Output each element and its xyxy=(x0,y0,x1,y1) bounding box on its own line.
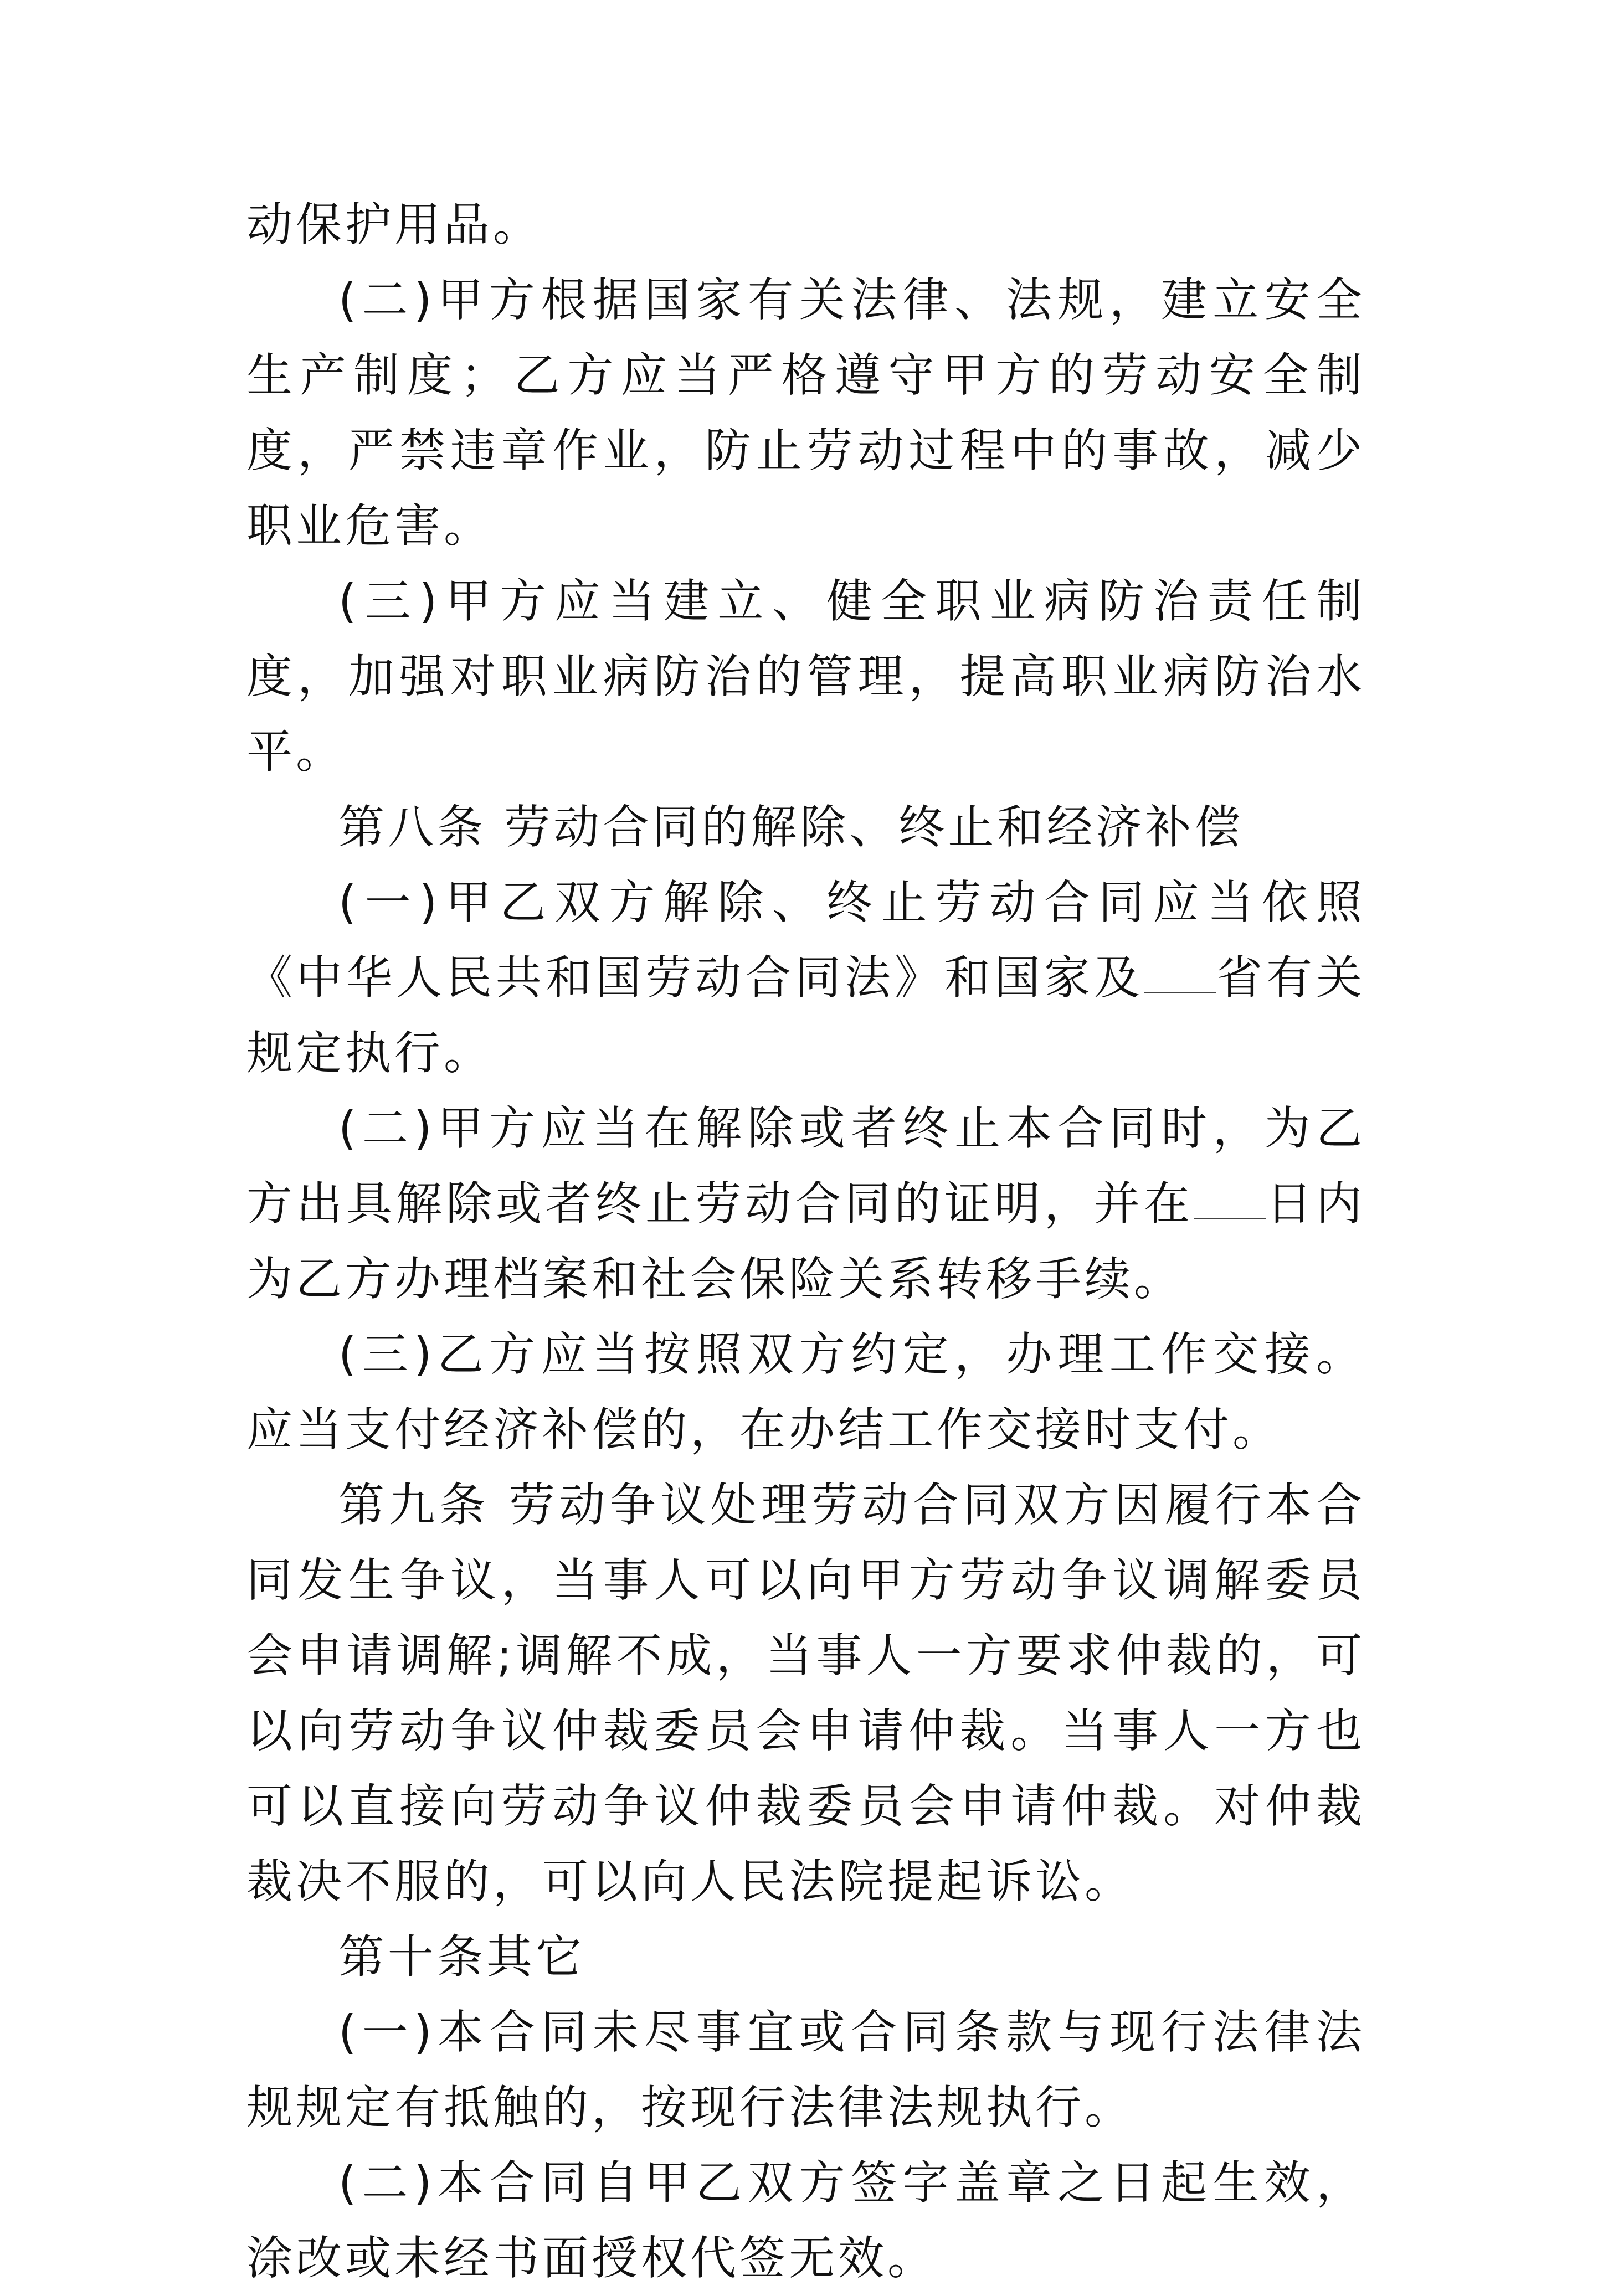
paragraph-text: 省有关规定执行。 xyxy=(246,951,1365,1080)
paragraph-effective-date xyxy=(246,2145,1365,2296)
paragraph-text: (三)乙方应当按照双方约定，办理工作交接。应当支付经济补偿的，在办结工作交接时支付。 xyxy=(246,1327,1365,1456)
article-8-heading xyxy=(246,790,1365,865)
paragraph-protective-supplies xyxy=(246,187,1365,262)
province-blank-field[interactable] xyxy=(1144,953,1216,993)
paragraph-text: (一)本合同未尽事宜或合同条款与现行法律法规规定有抵触的，按现行法律法规执行。 xyxy=(246,2005,1365,2134)
days-blank-field[interactable] xyxy=(1194,1179,1266,1219)
article-10-heading xyxy=(246,1919,1365,1995)
paragraph-text: (二)甲方应当在解除或者终止本合同时，为乙方出具解除或者终止劳动合同的证明，并在 xyxy=(246,1101,1365,1231)
paragraph-occupational-disease xyxy=(246,564,1365,790)
paragraph-work-handover xyxy=(246,1317,1365,1468)
paragraph-termination-law xyxy=(246,865,1365,1091)
paragraph-termination-certificate xyxy=(246,1091,1365,1317)
paragraph-text: (二)甲方根据国家有关法律、法规，建立安全生产制度；乙方应当严格遵守甲方的劳动安全制度，严禁违章作业，防止劳动过程中的事故，减少职业危害。 xyxy=(246,273,1365,553)
article-9-dispute xyxy=(246,1468,1365,1919)
paragraph-text: (三)甲方应当建立、健全职业病防治责任制度，加强对职业病防治的管理，提高职业病防治水平。 xyxy=(246,574,1365,779)
paragraph-safety-system xyxy=(246,262,1365,564)
paragraph-text: (一)甲乙双方解除、终止劳动合同应当依照《中华人民共和国劳动合同法》和国家及 xyxy=(246,876,1365,1005)
article-heading-text: 第八条 劳动合同的解除、终止和经济补偿 xyxy=(338,800,1244,854)
paragraph-text: 动保护用品。 xyxy=(246,198,542,251)
article-heading-text: 第十条其它 xyxy=(338,1930,585,1984)
paragraph-unaddressed-matters xyxy=(246,1995,1365,2145)
paragraph-text: (二)本合同自甲乙双方签字盖章之日起生效，涂改或未经书面授权代签无效。 xyxy=(246,2156,1365,2285)
paragraph-text: 第九条 劳动争议处理劳动合同双方因履行本合同发生争议，当事人可以向甲方劳动争议调解委员会申请调解;调解不成，当事人一方要求仲裁的，可以向劳动争议仲裁委员会申请仲裁。当事人一方也可以直接向劳动争议仲裁委员会申请仲裁。对仲裁裁决不服的，可以向人民法院提起诉讼。 xyxy=(246,1478,1365,1908)
document-body xyxy=(246,187,1365,2296)
paragraph-text: 日内为乙方办理档案和社会保险关系转移手续。 xyxy=(246,1177,1365,1306)
